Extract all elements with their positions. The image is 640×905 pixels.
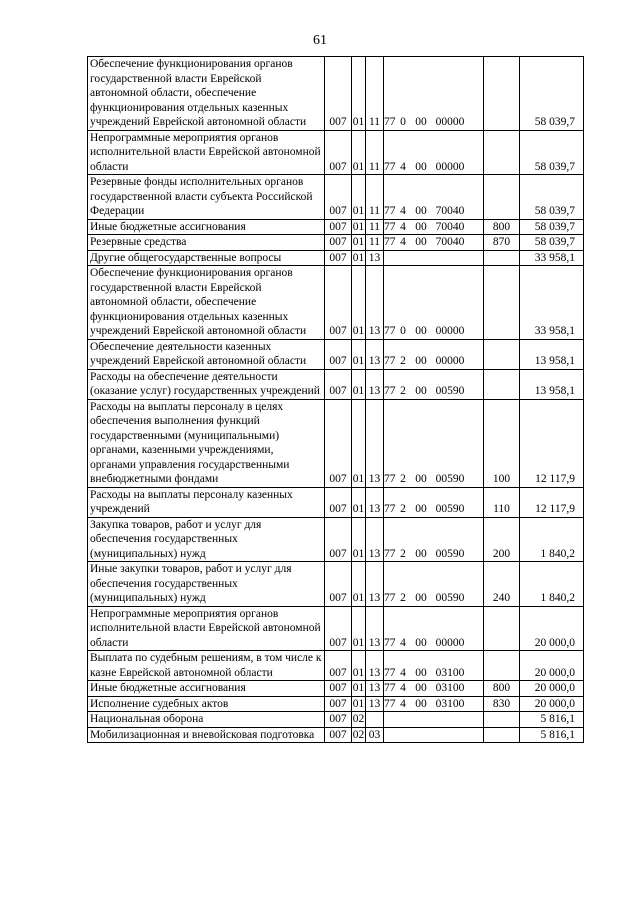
table-row: [88, 369, 584, 399]
expense-name-cell: Исполнение судебных актов: [88, 696, 325, 712]
subsection-code-cell: 13: [366, 369, 384, 399]
amount-cell: 1 840,2: [520, 562, 584, 607]
ministry-code-cell: 007: [325, 487, 352, 517]
subsection-code-cell: 13: [366, 266, 384, 340]
ministry-code-cell: 007: [325, 696, 352, 712]
subsection-code-cell: 13: [366, 250, 384, 266]
target-article-part: 00: [415, 385, 427, 397]
table-row: [88, 487, 584, 517]
amount-cell: 58 039,7: [520, 219, 584, 235]
amount-cell: 12 117,9: [520, 399, 584, 487]
table-row: [88, 606, 584, 651]
amount-cell: 20 000,0: [520, 606, 584, 651]
target-article-part: 77: [384, 666, 396, 679]
target-article-cell: [384, 57, 484, 131]
table-row: [88, 250, 584, 266]
section-code-cell: 01: [352, 606, 366, 651]
target-article-part: 00: [415, 355, 427, 367]
target-article-part: 2: [400, 355, 406, 367]
target-article-part: 00590: [435, 473, 465, 485]
expense-type-cell: [484, 339, 520, 369]
ministry-code-cell: 007: [325, 57, 352, 131]
expense-type-cell: [484, 175, 520, 220]
amount-cell: 33 958,1: [520, 250, 584, 266]
target-article-part: 77: [384, 205, 396, 217]
table-row: [88, 266, 584, 340]
amount-cell: 5 816,1: [520, 727, 584, 743]
subsection-code-cell: 13: [366, 606, 384, 651]
amount-cell: 20 000,0: [520, 651, 584, 681]
table-row: [88, 219, 584, 235]
section-code-cell: 02: [352, 713, 365, 725]
subsection-code-cell: 11: [366, 57, 384, 131]
expense-type-cell: [484, 606, 520, 651]
target-article-cell: [384, 727, 484, 743]
ministry-code-cell: 007: [325, 712, 352, 728]
expense-name-cell: Обеспечение функционирования органов государственной власти Еврейской автономной области, обеспечение функционирования отдельных казенных учреждений Еврейской автономной области: [88, 57, 325, 131]
table-row: [88, 130, 584, 175]
subsection-code-cell: 13: [366, 517, 384, 562]
target-article-part: 00: [415, 547, 427, 560]
subsection-code-cell: [366, 712, 384, 728]
target-article-cell: [384, 339, 484, 369]
target-article-part: 2: [400, 547, 406, 560]
expense-type-cell: 800: [484, 681, 520, 697]
target-article-part: 00000: [435, 325, 465, 337]
amount-cell: 13 958,1: [520, 369, 584, 399]
target-article-part: 77: [384, 160, 396, 173]
ministry-code-cell: 007: [325, 250, 352, 266]
ministry-code-cell: 007: [325, 606, 352, 651]
target-article-part: 00: [415, 205, 427, 217]
subsection-code-cell: 13: [366, 696, 384, 712]
target-article-part: 4: [400, 160, 406, 173]
target-article-part: 00: [415, 160, 427, 173]
expense-type-cell: [484, 369, 520, 399]
target-article-part: 03100: [435, 697, 465, 710]
target-article-cell: [384, 696, 484, 712]
amount-cell: 58 039,7: [520, 130, 584, 175]
amount-cell: 58 039,7: [520, 57, 584, 131]
target-article-part: 00: [415, 220, 427, 233]
expense-name-cell: Расходы на обеспечение деятельности (оказание услуг) государственных учреждений: [88, 369, 325, 399]
section-code-cell: 01: [352, 562, 366, 607]
expense-name-cell: Резервные средства: [88, 235, 325, 251]
target-article-cell: [384, 712, 484, 728]
amount-cell: 12 117,9: [520, 487, 584, 517]
ministry-code-cell: 007: [325, 562, 352, 607]
expense-type-cell: 800: [484, 219, 520, 235]
expense-type-cell: 100: [484, 399, 520, 487]
target-article-cell: [384, 651, 484, 681]
expense-type-cell: [484, 57, 520, 131]
amount-cell: 58 039,7: [520, 175, 584, 220]
target-article-part: 00: [415, 592, 427, 604]
table-row: [88, 712, 584, 728]
target-article-part: 77: [384, 547, 396, 560]
budget-table: [87, 56, 584, 743]
page-number: 61: [313, 33, 327, 48]
table-row: [88, 57, 584, 131]
expense-name-cell: Расходы на выплаты персоналу казенных учреждений: [88, 487, 325, 517]
target-article-part: 00000: [435, 160, 465, 173]
subsection-code-cell: 11: [366, 175, 384, 220]
table-row: [88, 175, 584, 220]
ministry-code-cell: 007: [325, 651, 352, 681]
target-article-part: 77: [384, 697, 396, 710]
target-article-part: 00590: [435, 592, 465, 604]
amount-cell: 13 958,1: [520, 339, 584, 369]
section-code-cell: 01: [352, 487, 366, 517]
target-article-cell: [384, 399, 484, 487]
amount-cell: 20 000,0: [520, 696, 584, 712]
target-article-cell: [384, 606, 484, 651]
subsection-code-cell: 13: [366, 562, 384, 607]
amount-cell: 58 039,7: [520, 235, 584, 251]
subsection-code-cell: 13: [366, 651, 384, 681]
target-article-part: 70040: [435, 236, 465, 248]
section-code-cell: 01: [352, 369, 366, 399]
target-article-part: 4: [400, 682, 406, 694]
amount-cell: 1 840,2: [520, 517, 584, 562]
target-article-part: 03100: [435, 666, 465, 679]
expense-name-cell: Расходы на выплаты персоналу в целях обеспечения выполнения функций государственными (муниципальными) органами, казенными учреждениями, органами управления государственными внебюджетными фондами: [88, 399, 325, 487]
expense-type-cell: 240: [484, 562, 520, 607]
target-article-part: 77: [384, 385, 396, 397]
ministry-code-cell: 007: [325, 130, 352, 175]
target-article-part: 77: [384, 325, 396, 337]
subsection-code-cell: 03: [366, 727, 384, 743]
target-article-part: 00: [415, 116, 427, 128]
target-article-part: 00: [415, 473, 427, 485]
table-row: [88, 339, 584, 369]
target-article-part: 00: [415, 636, 427, 649]
target-article-part: 77: [384, 503, 396, 515]
target-article-part: 70040: [435, 220, 465, 233]
section-code-cell: 01: [352, 130, 366, 175]
section-code-cell: 01: [352, 251, 365, 264]
target-article-cell: [384, 562, 484, 607]
section-code-cell: 01: [352, 339, 366, 369]
expense-type-cell: [484, 727, 520, 743]
target-article-cell: [384, 681, 484, 697]
expense-type-cell: [484, 651, 520, 681]
section-code-cell: 01: [352, 682, 365, 694]
subsection-code-cell: 13: [366, 487, 384, 517]
ministry-code-cell: 007: [325, 399, 352, 487]
expense-name-cell: Обеспечение функционирования органов государственной власти Еврейской автономной области, обеспечение функционирования отдельных казенных учреждений Еврейской автономной области: [88, 266, 325, 340]
target-article-part: 0: [400, 116, 406, 128]
ministry-code-cell: 007: [325, 369, 352, 399]
expense-name-cell: Иные закупки товаров, работ и услуг для обеспечения государственных (муниципальных) нужд: [88, 562, 325, 607]
target-article-part: 2: [400, 503, 406, 515]
target-article-part: 00: [415, 697, 427, 710]
table-row: [88, 681, 584, 697]
target-article-part: 4: [400, 697, 406, 710]
expense-name-cell: Другие общегосударственные вопросы: [88, 250, 325, 266]
expense-type-cell: 870: [484, 235, 520, 251]
target-article-cell: [384, 487, 484, 517]
table-row: [88, 562, 584, 607]
table-row: [88, 399, 584, 487]
target-article-cell: [384, 250, 484, 266]
subsection-code-cell: 11: [366, 235, 384, 251]
target-article-part: 00: [415, 666, 427, 679]
target-article-part: 2: [400, 592, 406, 604]
expense-type-cell: [484, 712, 520, 728]
section-code-cell: 01: [352, 399, 366, 487]
target-article-cell: [384, 175, 484, 220]
ministry-code-cell: 007: [325, 681, 352, 697]
ministry-code-cell: 007: [325, 219, 352, 235]
target-article-part: 77: [384, 636, 396, 649]
expense-name-cell: Закупка товаров, работ и услуг для обеспечения государственных (муниципальных) нужд: [88, 517, 325, 562]
target-article-part: 00590: [435, 547, 465, 560]
amount-cell: 20 000,0: [520, 681, 584, 697]
ministry-code-cell: 007: [325, 235, 352, 251]
target-article-part: 00000: [435, 116, 465, 128]
section-code-cell: 01: [352, 57, 366, 131]
target-article-part: 03100: [435, 682, 465, 694]
ministry-code-cell: 007: [325, 727, 352, 743]
target-article-part: 0: [400, 325, 406, 337]
amount-cell: 33 958,1: [520, 266, 584, 340]
expense-type-cell: [484, 130, 520, 175]
target-article-part: 70040: [435, 205, 465, 217]
expense-name-cell: Иные бюджетные ассигнования: [88, 219, 325, 235]
target-article-part: 77: [384, 355, 396, 367]
expense-name-cell: Иные бюджетные ассигнования: [88, 681, 325, 697]
target-article-part: 2: [400, 385, 406, 397]
target-article-part: 77: [384, 682, 396, 694]
target-article-part: 4: [400, 666, 406, 679]
section-code-cell: 01: [352, 220, 365, 233]
expense-name-cell: Обеспечение деятельности казенных учреждений Еврейской автономной области: [88, 339, 325, 369]
subsection-code-cell: 13: [366, 681, 384, 697]
ministry-code-cell: 007: [325, 266, 352, 340]
target-article-part: 00590: [435, 385, 465, 397]
section-code-cell: 01: [352, 651, 366, 681]
target-article-part: 00: [415, 236, 427, 248]
subsection-code-cell: 13: [366, 339, 384, 369]
target-article-part: 00: [415, 682, 427, 694]
expense-name-cell: Резервные фонды исполнительных органов государственной власти субъекта Российской Федерации: [88, 175, 325, 220]
target-article-part: 2: [400, 473, 406, 485]
target-article-part: 00: [415, 503, 427, 515]
target-article-part: 77: [384, 220, 396, 233]
target-article-cell: [384, 266, 484, 340]
target-article-cell: [384, 517, 484, 562]
target-article-part: 00000: [435, 636, 465, 649]
target-article-part: 77: [384, 473, 396, 485]
table-row: [88, 517, 584, 562]
table-row: [88, 696, 584, 712]
expense-type-cell: 200: [484, 517, 520, 562]
target-article-part: 00000: [435, 355, 465, 367]
target-article-part: 00: [415, 325, 427, 337]
ministry-code-cell: 007: [325, 517, 352, 562]
section-code-cell: 01: [352, 236, 365, 248]
target-article-cell: [384, 219, 484, 235]
target-article-part: 4: [400, 636, 406, 649]
subsection-code-cell: 11: [366, 219, 384, 235]
amount-cell: 5 816,1: [520, 712, 584, 728]
section-code-cell: 01: [352, 517, 366, 562]
expense-type-cell: [484, 266, 520, 340]
expense-type-cell: 110: [484, 487, 520, 517]
expense-name-cell: Непрограммные мероприятия органов исполнительной власти Еврейской автономной области: [88, 130, 325, 175]
ministry-code-cell: 007: [325, 175, 352, 220]
target-article-part: 77: [384, 236, 396, 248]
section-code-cell: 01: [352, 697, 365, 710]
expense-name-cell: Выплата по судебным решениям, в том числе к казне Еврейской автономной области: [88, 651, 325, 681]
target-article-part: 4: [400, 205, 406, 217]
target-article-cell: [384, 130, 484, 175]
section-code-cell: 01: [352, 266, 366, 340]
subsection-code-cell: 13: [366, 399, 384, 487]
table-row: [88, 651, 584, 681]
section-code-cell: 01: [352, 175, 366, 220]
target-article-cell: [384, 235, 484, 251]
target-article-part: 77: [384, 592, 396, 604]
target-article-part: 4: [400, 236, 406, 248]
table-row: [88, 727, 584, 743]
table-row: [88, 235, 584, 251]
expense-name-cell: Национальная оборона: [88, 712, 325, 728]
section-code-cell: 02: [352, 728, 365, 741]
target-article-part: 00590: [435, 503, 465, 515]
expense-type-cell: 830: [484, 696, 520, 712]
target-article-cell: [384, 369, 484, 399]
expense-name-cell: Мобилизационная и вневойсковая подготовка: [88, 727, 325, 743]
target-article-part: 77: [384, 116, 396, 128]
expense-name-cell: Непрограммные мероприятия органов исполнительной власти Еврейской автономной области: [88, 606, 325, 651]
subsection-code-cell: 11: [366, 130, 384, 175]
target-article-part: 4: [400, 220, 406, 233]
expense-type-cell: [484, 250, 520, 266]
ministry-code-cell: 007: [325, 339, 352, 369]
